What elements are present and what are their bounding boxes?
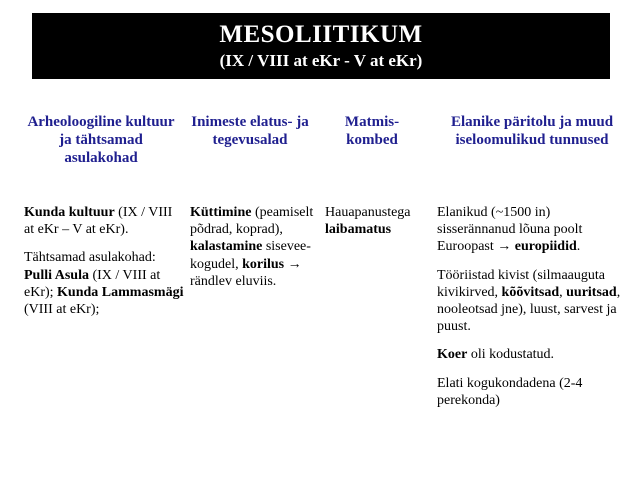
column-header-culture: Arheoloogiline kultuur ja tähtsamad asulakohad: [27, 114, 175, 166]
fishing-text: sisevee-kogudel,: [190, 239, 311, 272]
cell-culture: [24, 204, 184, 318]
site-pulli-dates: (IX / VIII at eKr);: [24, 267, 161, 300]
tools-text: Tööriistad kivist (silmaauguta kivikirved,: [437, 267, 605, 300]
title-banner: [32, 13, 610, 79]
page-title: MESOLIITIKUM: [219, 21, 423, 48]
column-header-livelihood: Inimeste elatus- ja tegevusalad: [191, 114, 309, 148]
site-lammasmagi: Kunda Lammasmägi: [57, 284, 184, 300]
site-lammasmagi-dates: (VIII at eKr);: [24, 302, 100, 318]
community-paragraph: Elati kogukondadena (2-4 perekonda): [437, 375, 583, 408]
burial-paragraph: [325, 204, 430, 238]
sites-label: Tähtsamad asulakohad:: [24, 250, 156, 266]
site-pulli: Pulli Asula: [24, 267, 89, 283]
cell-livelihood: [190, 204, 315, 290]
hunting-text: (peamiselt põdrad, koprad),: [190, 205, 314, 238]
page-subtitle: (IX / VIII at eKr - V at eKr): [219, 51, 423, 70]
dog-text: oli kodustatud.: [467, 347, 555, 363]
tools-sep: ,: [559, 284, 567, 300]
fishing-label: kalastamine: [190, 239, 263, 255]
dog-label: Koer: [437, 347, 468, 363]
tool-chisel: uuritsad: [566, 284, 617, 300]
tool-scraper: kõõvitsad: [501, 284, 560, 300]
origin-text: Elanikud (~1500 in) sisserännanud lõuna poolt Euroopast →: [437, 205, 583, 255]
burial-type: laibamatus: [325, 222, 392, 238]
origin-paragraph: [437, 204, 627, 256]
cell-burial: [325, 204, 430, 238]
origin-end: .: [576, 239, 581, 255]
cell-origin: [437, 204, 627, 409]
gathering-text: rändlev eluviis.: [190, 273, 277, 289]
burial-text: Hauapanustega: [325, 205, 411, 220]
sites-paragraph: [24, 249, 184, 318]
dog-paragraph: [437, 346, 627, 363]
tools-paragraph: [437, 267, 627, 336]
column-header-origin: Elanike päritolu ja muud iseloomulikud tunnused: [450, 114, 614, 148]
culture-paragraph: [24, 204, 184, 238]
livelihood-paragraph: [190, 204, 315, 290]
hunting-label: Küttimine: [190, 205, 252, 220]
gathering-label: korilus →: [242, 256, 302, 272]
tools-end: , nooleotsad jne), luust, sarvest ja puust.: [437, 284, 621, 335]
column-header-burial: Matmis-kombed: [344, 114, 400, 148]
origin-europoid: europiidid: [514, 239, 577, 255]
kunda-culture-label: Kunda kultuur: [24, 205, 115, 220]
kunda-culture-dates: (IX / VIII at eKr – V at eKr).: [24, 205, 173, 238]
